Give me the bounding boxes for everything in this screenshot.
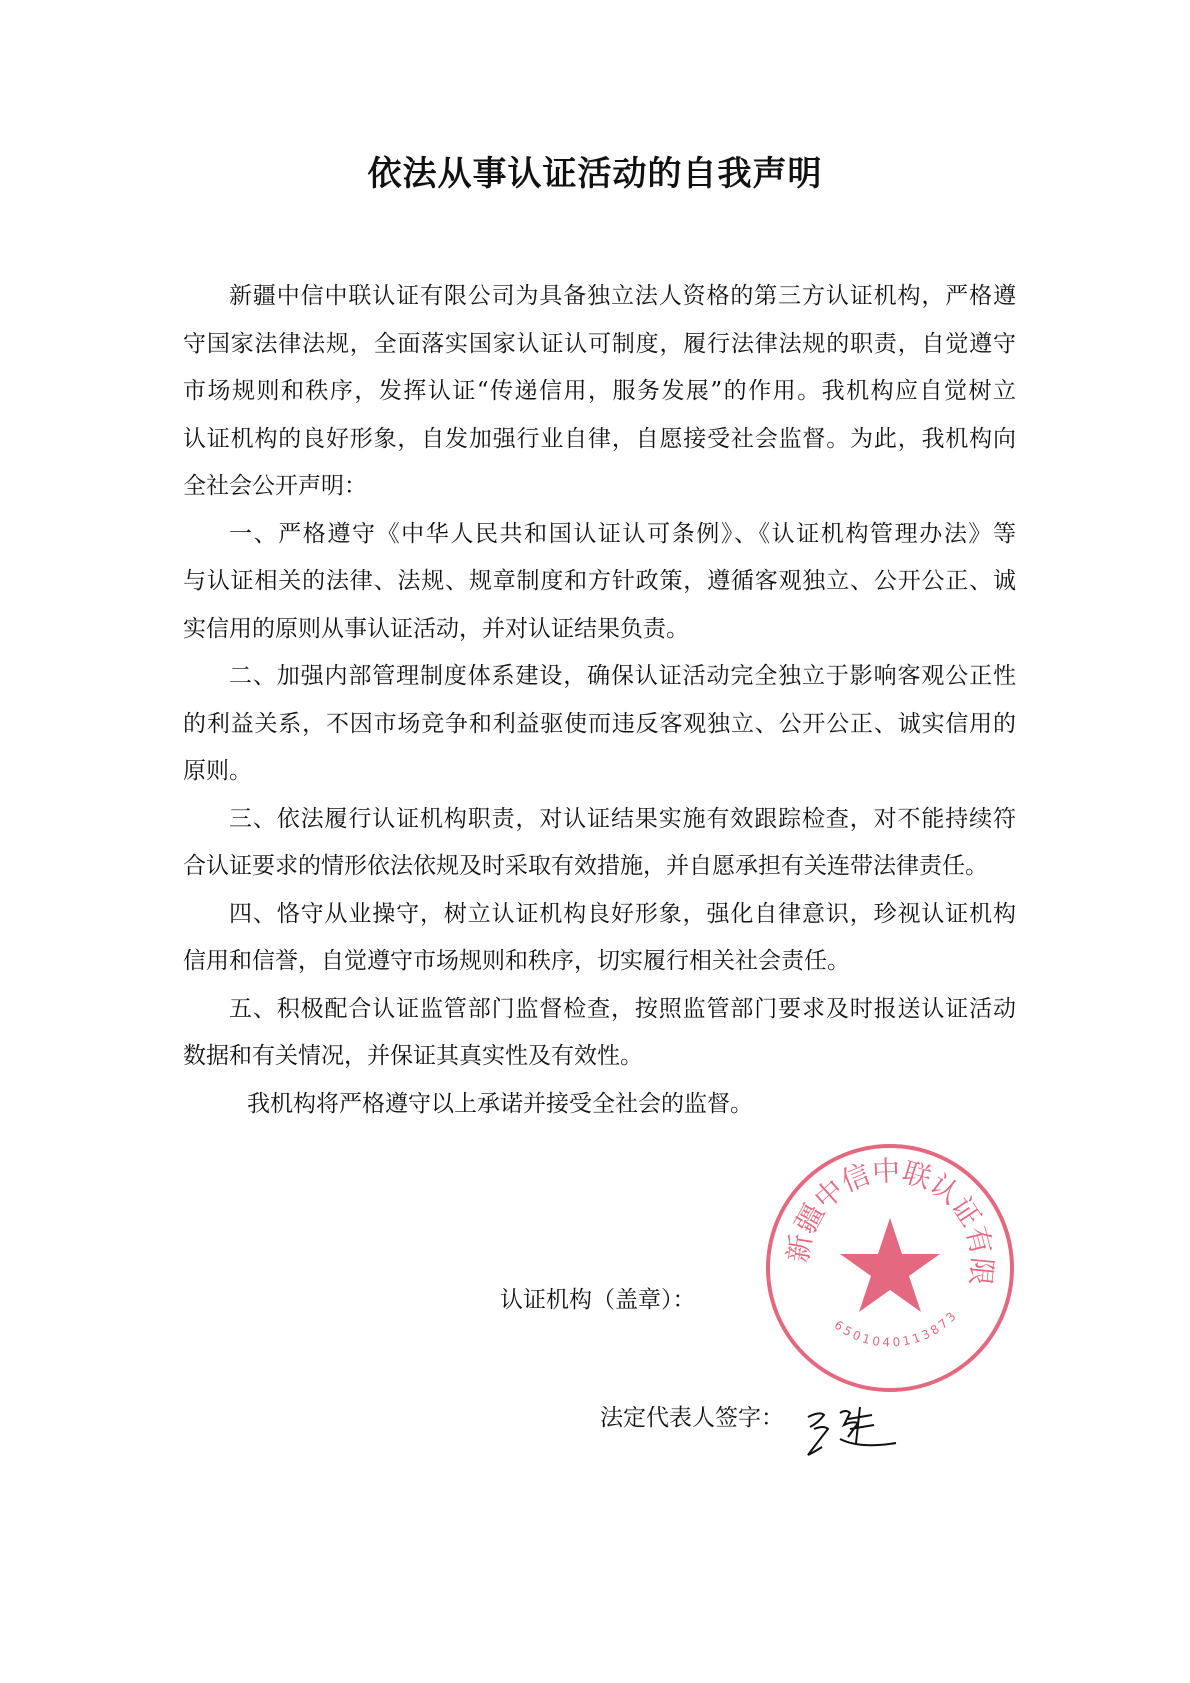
paragraph-line: 信用和信誉，自觉遵守市场规则和秩序，切实履行相关社会责任。 <box>183 948 850 974</box>
paragraph-line: 的利益关系，不因市场竞争和利益驱使而违反客观独立、公开公正、诚实信用的 <box>183 710 1016 737</box>
paragraph-line: 三、依法履行认证机构职责，对认证结果实施有效跟踪检查，对不能持续符 <box>229 805 1016 832</box>
paragraph-line: 五、积极配合认证监管部门监督检查，按照监管部门要求及时报送认证活动 <box>229 995 1016 1022</box>
paragraph-line: 原则。 <box>183 758 252 784</box>
handwritten-signature <box>800 1403 900 1463</box>
svg-text:6501040113873 <box>832 1307 961 1349</box>
paragraph-line: 新疆中信中联认证有限公司为具备独立法人资格的第三方认证机构，严格遵 <box>229 283 1016 309</box>
stamp-number: 6501040113873 <box>831 1307 961 1350</box>
paragraph-line: 实信用的原则从事认证活动，并对认证结果负责。 <box>183 615 689 642</box>
paragraph-line: 市场规则和秩序，发挥认证“传递信用，服务发展”的作用。我机构应自觉树立 <box>183 378 1016 404</box>
paragraph-line: 认证机构的良好形象，自发加强行业自律，自愿接受社会监督。为此，我机构向 <box>183 425 1016 452</box>
paragraph-line: 合认证要求的情形依法依规及时采取有效措施，并自愿承担有关连带法律责任。 <box>183 853 988 879</box>
document-body <box>183 273 1016 1128</box>
official-stamp <box>745 1112 1020 1398</box>
paragraph-line: 二、加强内部管理制度体系建设，确保认证活动完全独立于影响客观公正性 <box>229 663 1016 689</box>
signature-label: 法定代表人签字： <box>600 1405 784 1431</box>
closing-statement: 我机构将严格遵守以上承诺并接受全社会的监督。 <box>247 1090 753 1117</box>
stamp-name: 新疆中信中联认证有限公司 <box>745 1112 999 1287</box>
paragraph-line: 守国家法律法规，全面落实国家认证认可制度，履行法律法规的职责，自觉遵守 <box>183 330 1016 357</box>
document-title: 依法从事认证活动的自我声明 <box>367 154 823 194</box>
paragraph-line: 数据和有关情况，并保证其真实性及有效性。 <box>183 1043 643 1069</box>
paragraph-line: 一、严格遵守《中华人民共和国认证认可条例》、《认证机构管理办法》等 <box>229 520 1016 547</box>
paragraph-line: 与认证相关的法律、法规、规章制度和方针政策，遵循客观独立、公开公正、诚 <box>183 568 1016 594</box>
star-icon <box>840 1218 940 1312</box>
seal-label: 认证机构（盖章）： <box>500 1287 696 1313</box>
paragraph-line: 全社会公开声明： <box>183 473 367 499</box>
paragraph-line: 四、恪守从业操守，树立认证机构良好形象，强化自律意识，珍视认证机构 <box>229 900 1016 927</box>
